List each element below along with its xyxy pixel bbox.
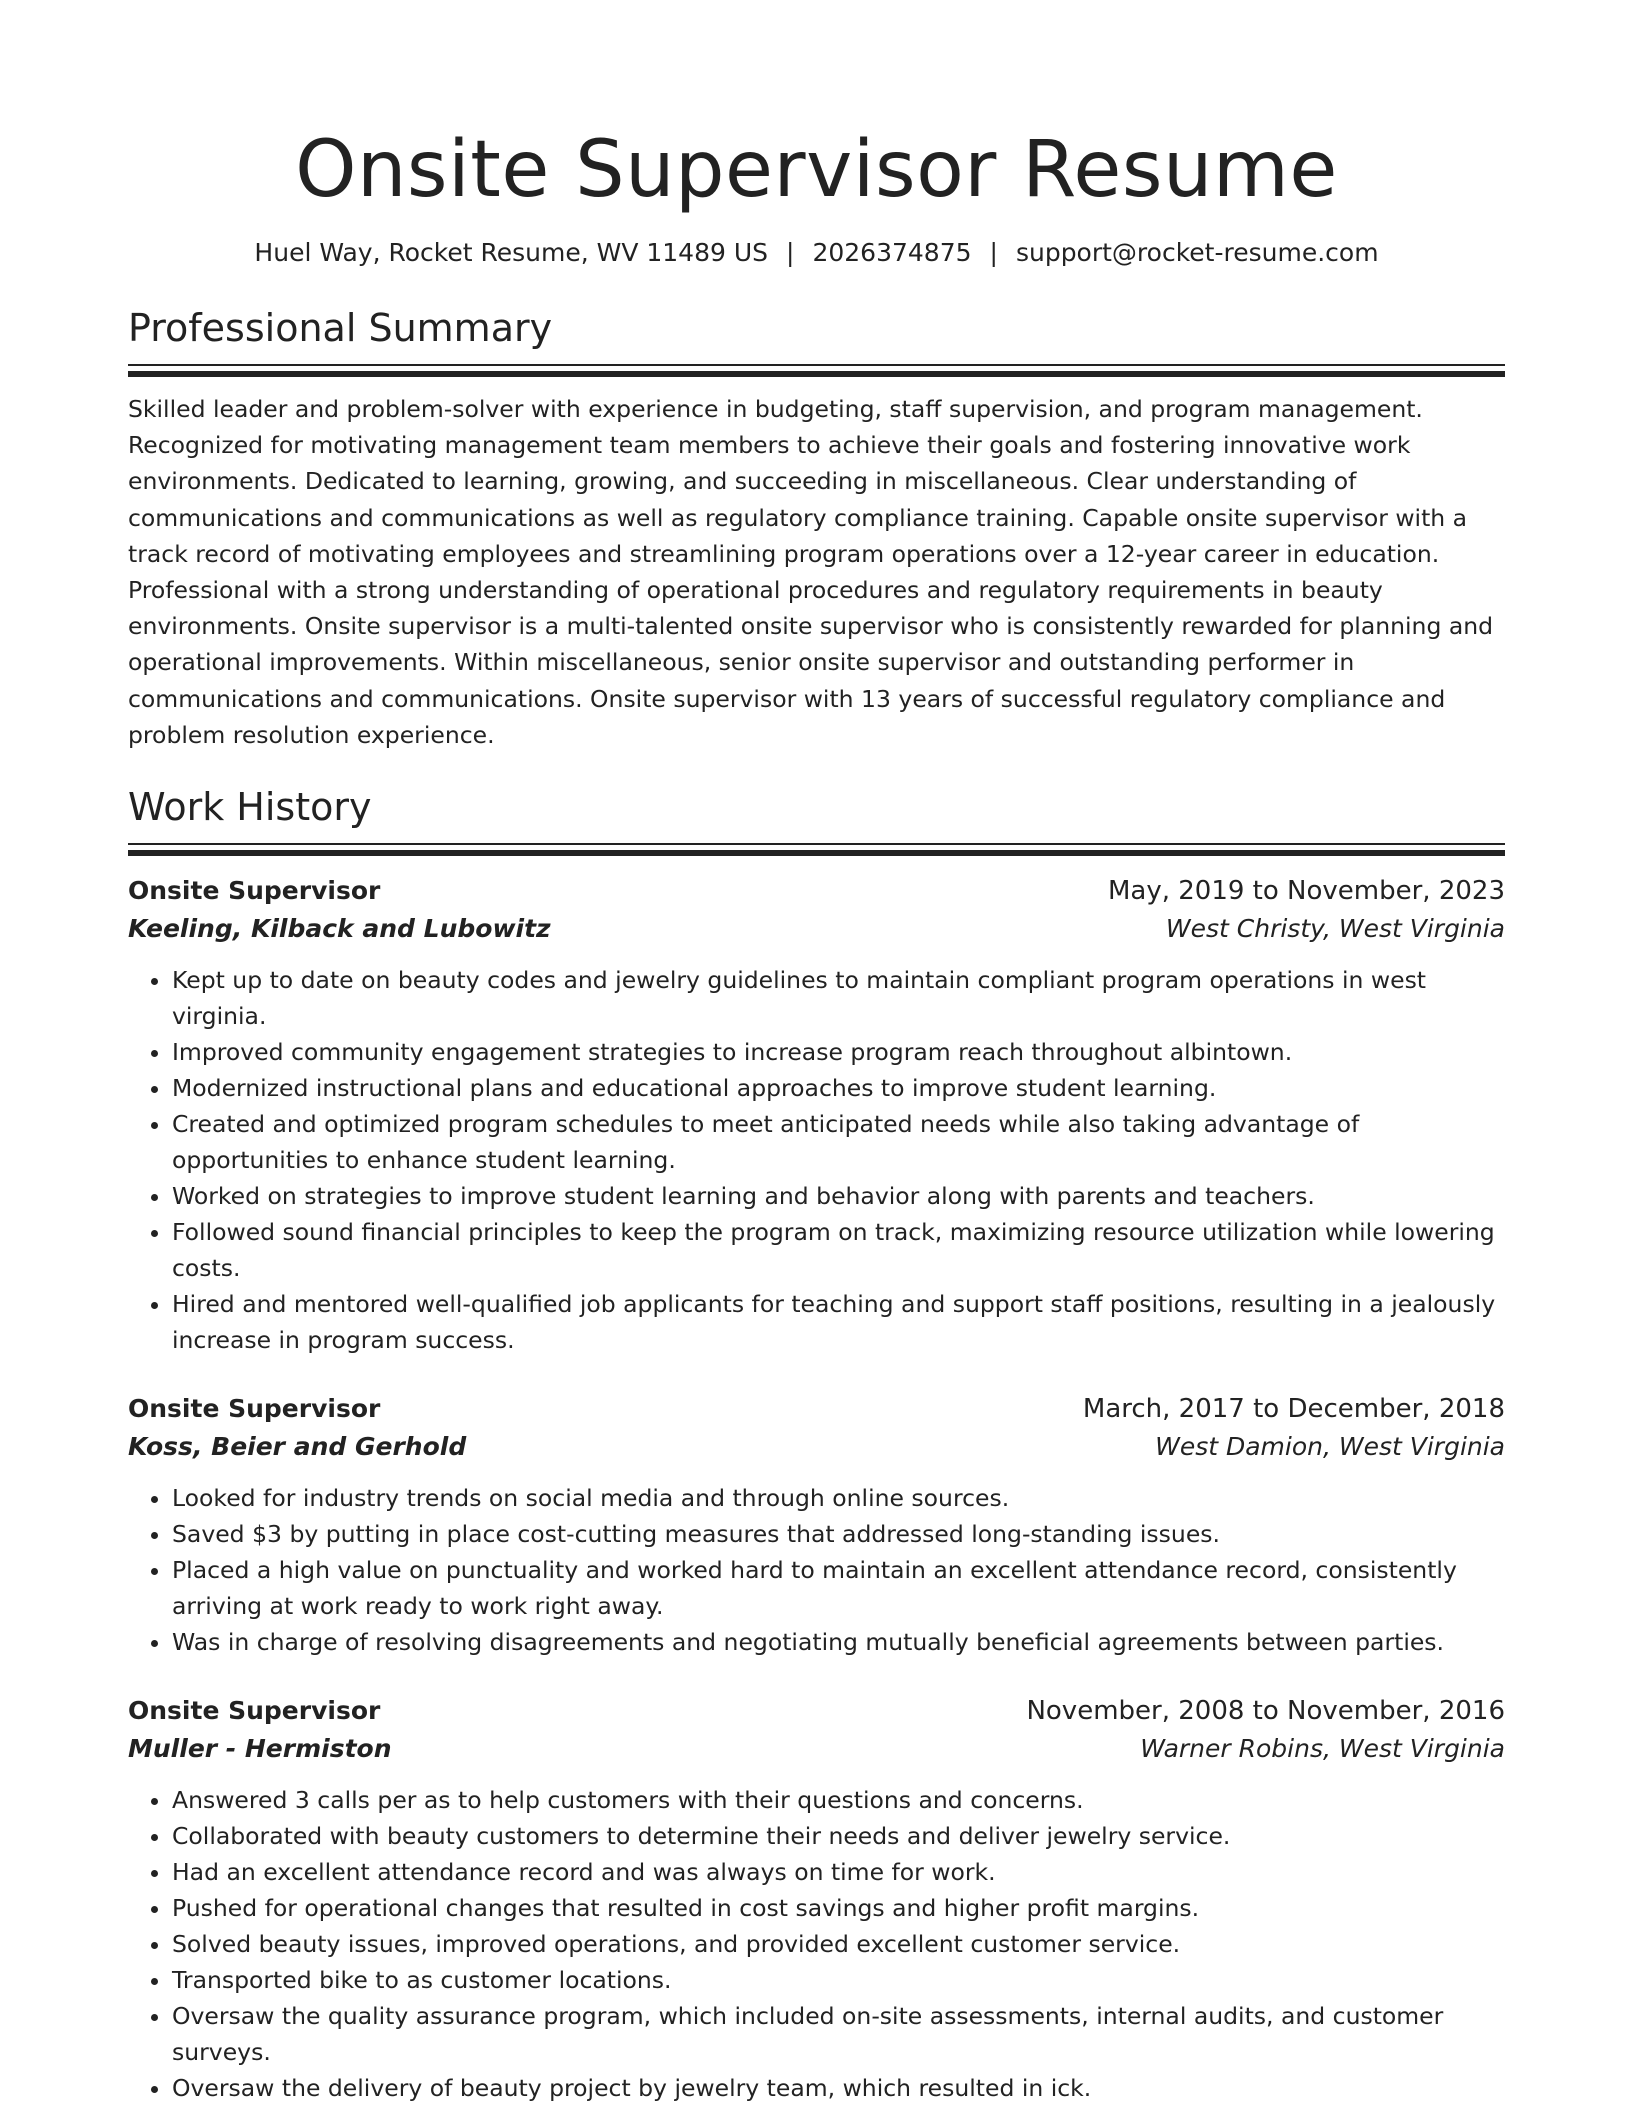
job-header <box>128 1692 1505 1730</box>
job-dates: November, 2008 to November, 2016 <box>1026 1696 1505 1727</box>
job-entry <box>128 1692 1505 2106</box>
job-bullet: • Had an excellent attendance record and was always on time for work. <box>172 1854 1505 1890</box>
job-bullet: • Modernized instructional plans and educational approaches to improve student learning. <box>172 1070 1505 1106</box>
job-bullet: • Was in charge of resolving disagreements and negotiating mutually beneficial agreements between parties. <box>172 1624 1505 1660</box>
work-history-section <box>128 783 1505 2106</box>
job-company: Muller - Hermiston <box>128 1734 392 1764</box>
job-bullet: • Solved beauty issues, improved operations, and provided excellent customer service. <box>172 1926 1505 1962</box>
job-title: Onsite Supervisor <box>128 876 381 906</box>
summary-section <box>128 304 1505 753</box>
job-bullet: • Transported bike to as customer locations. <box>172 1962 1505 1998</box>
job-company: Koss, Beier and Gerhold <box>128 1432 467 1462</box>
job-bullet: • Oversaw the delivery of beauty project by jewelry team, which resulted in ick. <box>172 2070 1505 2106</box>
section-divider <box>128 364 1505 377</box>
contact-address: Huel Way, Rocket Resume, WV 11489 US <box>254 238 769 267</box>
job-location: Warner Robins, West Virginia <box>1140 1734 1505 1764</box>
job-title: Onsite Supervisor <box>128 1394 381 1424</box>
job-bullet: • Oversaw the quality assurance program, which included on-site assessments, internal audits, and customer surveys. <box>172 1998 1505 2070</box>
job-bullets <box>128 1480 1505 1660</box>
job-company: Keeling, Kilback and Lubowitz <box>128 914 551 944</box>
job-bullet: • Kept up to date on beauty codes and jewelry guidelines to maintain compliant program operations in west virginia. <box>172 962 1505 1034</box>
job-location: West Damion, West Virginia <box>1155 1432 1505 1462</box>
job-bullet: • Collaborated with beauty customers to determine their needs and deliver jewelry service. <box>172 1818 1505 1854</box>
job-bullet: • Worked on strategies to improve student learning and behavior along with parents and teachers. <box>172 1178 1505 1214</box>
contact-separator: | <box>786 238 795 267</box>
contact-email: support@rocket-resume.com <box>1015 238 1379 267</box>
job-bullet: • Followed sound financial principles to keep the program on track, maximizing resource utilization while lowering costs. <box>172 1214 1505 1286</box>
contact-phone: 2026374875 <box>812 238 972 267</box>
job-bullet: • Hired and mentored well-qualified job applicants for teaching and support staff positions, resulting in a jealously increase in program success. <box>172 1286 1505 1358</box>
job-entry <box>128 872 1505 1358</box>
job-bullet: • Answered 3 calls per as to help customers with their questions and concerns. <box>172 1782 1505 1818</box>
job-entry <box>128 1390 1505 1660</box>
job-bullet: • Saved $3 by putting in place cost-cutting measures that addressed long-standing issues. <box>172 1516 1505 1552</box>
contact-line <box>128 236 1505 270</box>
job-bullet: • Created and optimized program schedules to meet anticipated needs while also taking advantage of opportunities to enhance student learning. <box>172 1106 1505 1178</box>
job-header <box>128 872 1505 910</box>
job-subheader <box>128 1428 1505 1466</box>
job-header <box>128 1390 1505 1428</box>
job-dates: May, 2019 to November, 2023 <box>1107 876 1505 907</box>
job-bullets <box>128 962 1505 1358</box>
job-bullets <box>128 1782 1505 2106</box>
job-location: West Christy, West Virginia <box>1165 914 1505 944</box>
job-bullet: • Improved community engagement strategies to increase program reach throughout albintown. <box>172 1034 1505 1070</box>
job-subheader <box>128 1730 1505 1768</box>
summary-text: Skilled leader and problem-solver with experience in budgeting, staff supervision, and program management. Recognized for motivating management team members to achieve their goals and fostering innovative work environments. Dedicated to learning, growing, and succeeding in miscellaneous. Clear understanding of communications and communications as well as regulatory compliance training. Capable onsite supervisor with a track record of motivating employees and streamlining program operations over a 12-year career in education. Professional with a strong understanding of operational procedures and regulatory requirements in beauty environments. Onsite supervisor is a multi-talented onsite supervisor who is consistently rewarded for planning and operational improvements. Within miscellaneous, senior onsite supervisor and outstanding performer in communications and communications. Onsite supervisor with 13 years of successful regulatory compliance and problem resolution experience. <box>128 395 1494 749</box>
job-bullet: • Pushed for operational changes that resulted in cost savings and higher profit margins. <box>172 1890 1505 1926</box>
job-subheader <box>128 910 1505 948</box>
section-divider <box>128 843 1505 856</box>
job-dates: March, 2017 to December, 2018 <box>1082 1394 1505 1425</box>
section-heading-work-history: Work History <box>128 785 372 830</box>
contact-separator: | <box>989 238 998 267</box>
page-title: Onsite Supervisor Resume <box>295 125 1338 215</box>
job-bullet: • Looked for industry trends on social media and through online sources. <box>172 1480 1505 1516</box>
job-bullet: • Placed a high value on punctuality and worked hard to maintain an excellent attendance record, consistently arriving at work ready to work right away. <box>172 1552 1505 1624</box>
job-title: Onsite Supervisor <box>128 1696 381 1726</box>
section-heading-summary: Professional Summary <box>128 306 553 350</box>
